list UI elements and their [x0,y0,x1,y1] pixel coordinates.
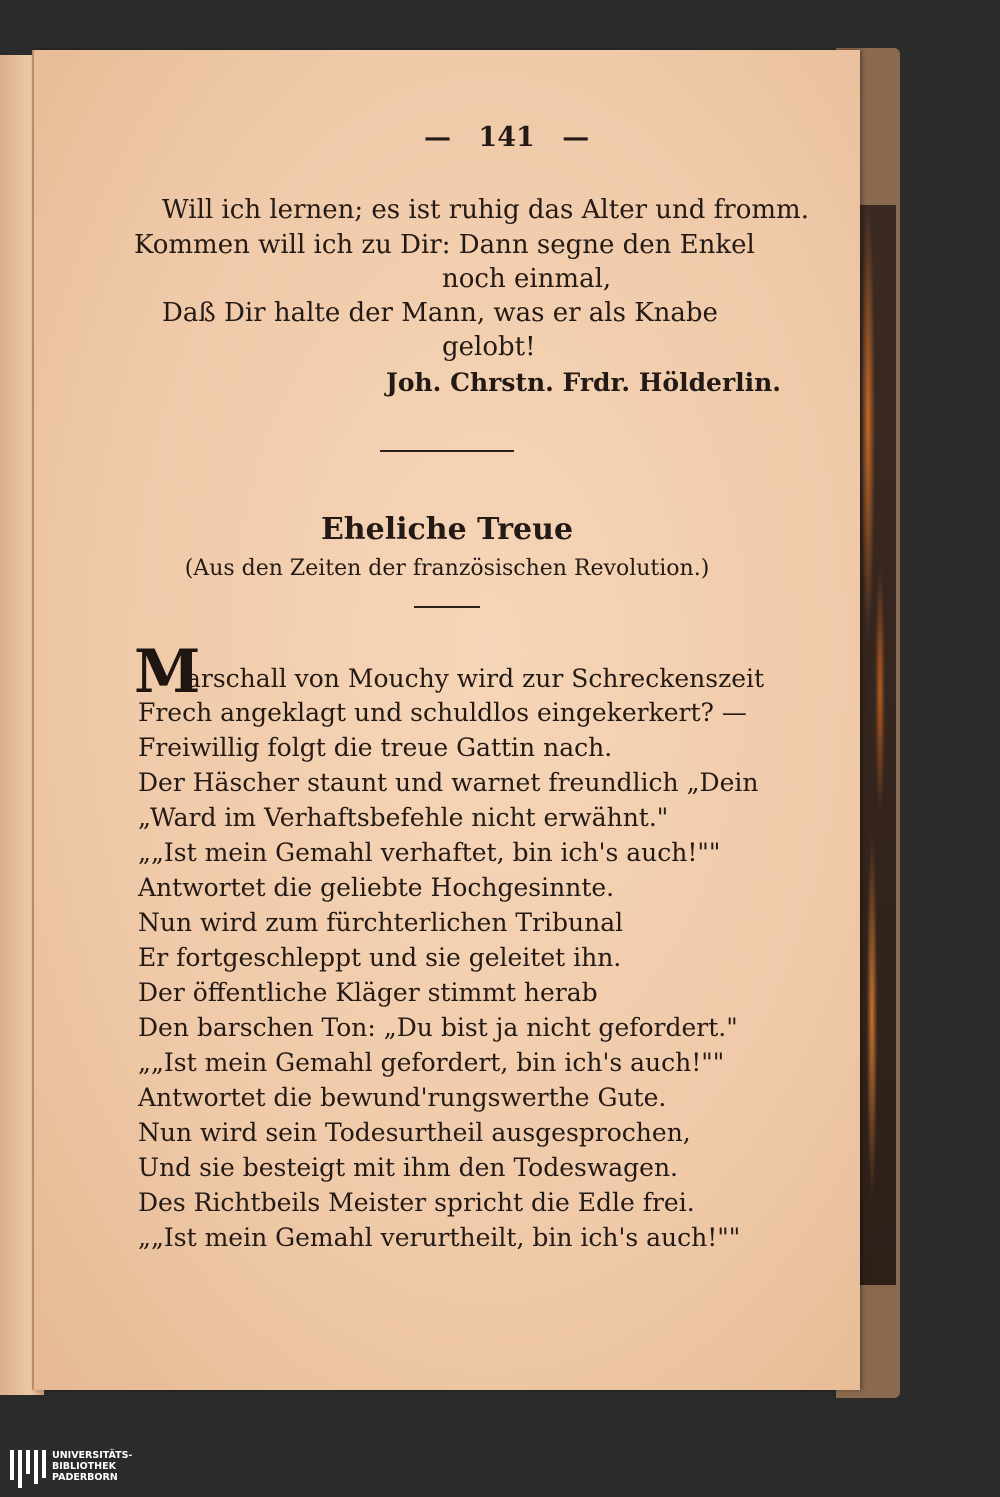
page-number-value: 141 [478,122,535,153]
prev-poem-line: Daß Dir halte der Mann, was er als Knabe [162,298,718,328]
poem-line: „„Ist mein Gemahl verurtheilt, bin ich's auch!"" [138,1223,741,1252]
title-divider [414,606,480,608]
poem-line: Frech angeklagt und schuldlos eingekerkert? — [138,698,747,727]
section-divider [380,450,514,452]
library-logo-text [52,1450,132,1483]
cover-marbled-paper [856,205,896,1285]
book-page [32,50,860,1390]
prev-poem-line: Will ich lernen; es ist ruhig das Alter und fromm. [162,195,809,225]
logo-line: BIBLIOTHEK [52,1461,116,1472]
poem-first-line: arschall von Mouchy wird zur Schreckenszeit [186,664,765,693]
poem-line: Und sie besteigt mit ihm den Todeswagen. [138,1153,679,1182]
poem-line: Der Häscher staunt und warnet freundlich „Dein [138,768,759,797]
prev-poem-line: noch einmal, [442,264,612,294]
poem-line: Freiwillig folgt die treue Gattin nach. [138,733,613,762]
poem-line: „„Ist mein Gemahl verhaftet, bin ich's auch!"" [138,838,721,867]
logo-line: UNIVERSITÄTS- [52,1450,133,1461]
poem-title: Eheliche Treue [320,512,574,547]
poem-line: Den barschen Ton: „Du bist ja nicht gefordert." [138,1013,738,1042]
poem-line: „„Ist mein Gemahl gefordert, bin ich's auch!"" [138,1048,725,1077]
author-signature: Joh. Chrstn. Frdr. Hölderlin. [386,368,782,397]
poem-line: Antwortet die bewund'rungswerthe Gute. [138,1083,667,1112]
logo-line: PADERBORN [52,1472,118,1483]
poem-subtitle: (Aus den Zeiten der französischen Revolution.) [184,556,710,581]
poem-line: „Ward im Verhaftsbefehle nicht erwähnt." [138,803,669,832]
poem-line: Er fortgeschleppt und sie geleitet ihn. [138,943,622,972]
poem-line: Nun wird zum fürchterlichen Tribunal [138,908,624,937]
poem-line: Nun wird sein Todesurtheil ausgesprochen, [138,1118,691,1147]
prev-poem-line: Kommen will ich zu Dir: Dann segne den Enkel [134,230,755,260]
poem-line: Antwortet die geliebte Hochgesinnte. [138,873,615,902]
poem-line: Der öffentliche Kläger stimmt herab [138,978,598,1007]
page-number-dash-right: — [562,122,590,153]
drop-cap: M [134,637,201,707]
prev-poem-line: gelobt! [442,332,536,362]
page-number [424,122,589,153]
page-number-dash-left: — [424,122,451,153]
library-logo-icon [10,1450,44,1490]
library-logo [0,1446,1000,1497]
poem-line: Des Richtbeils Meister spricht die Edle frei. [138,1188,695,1217]
